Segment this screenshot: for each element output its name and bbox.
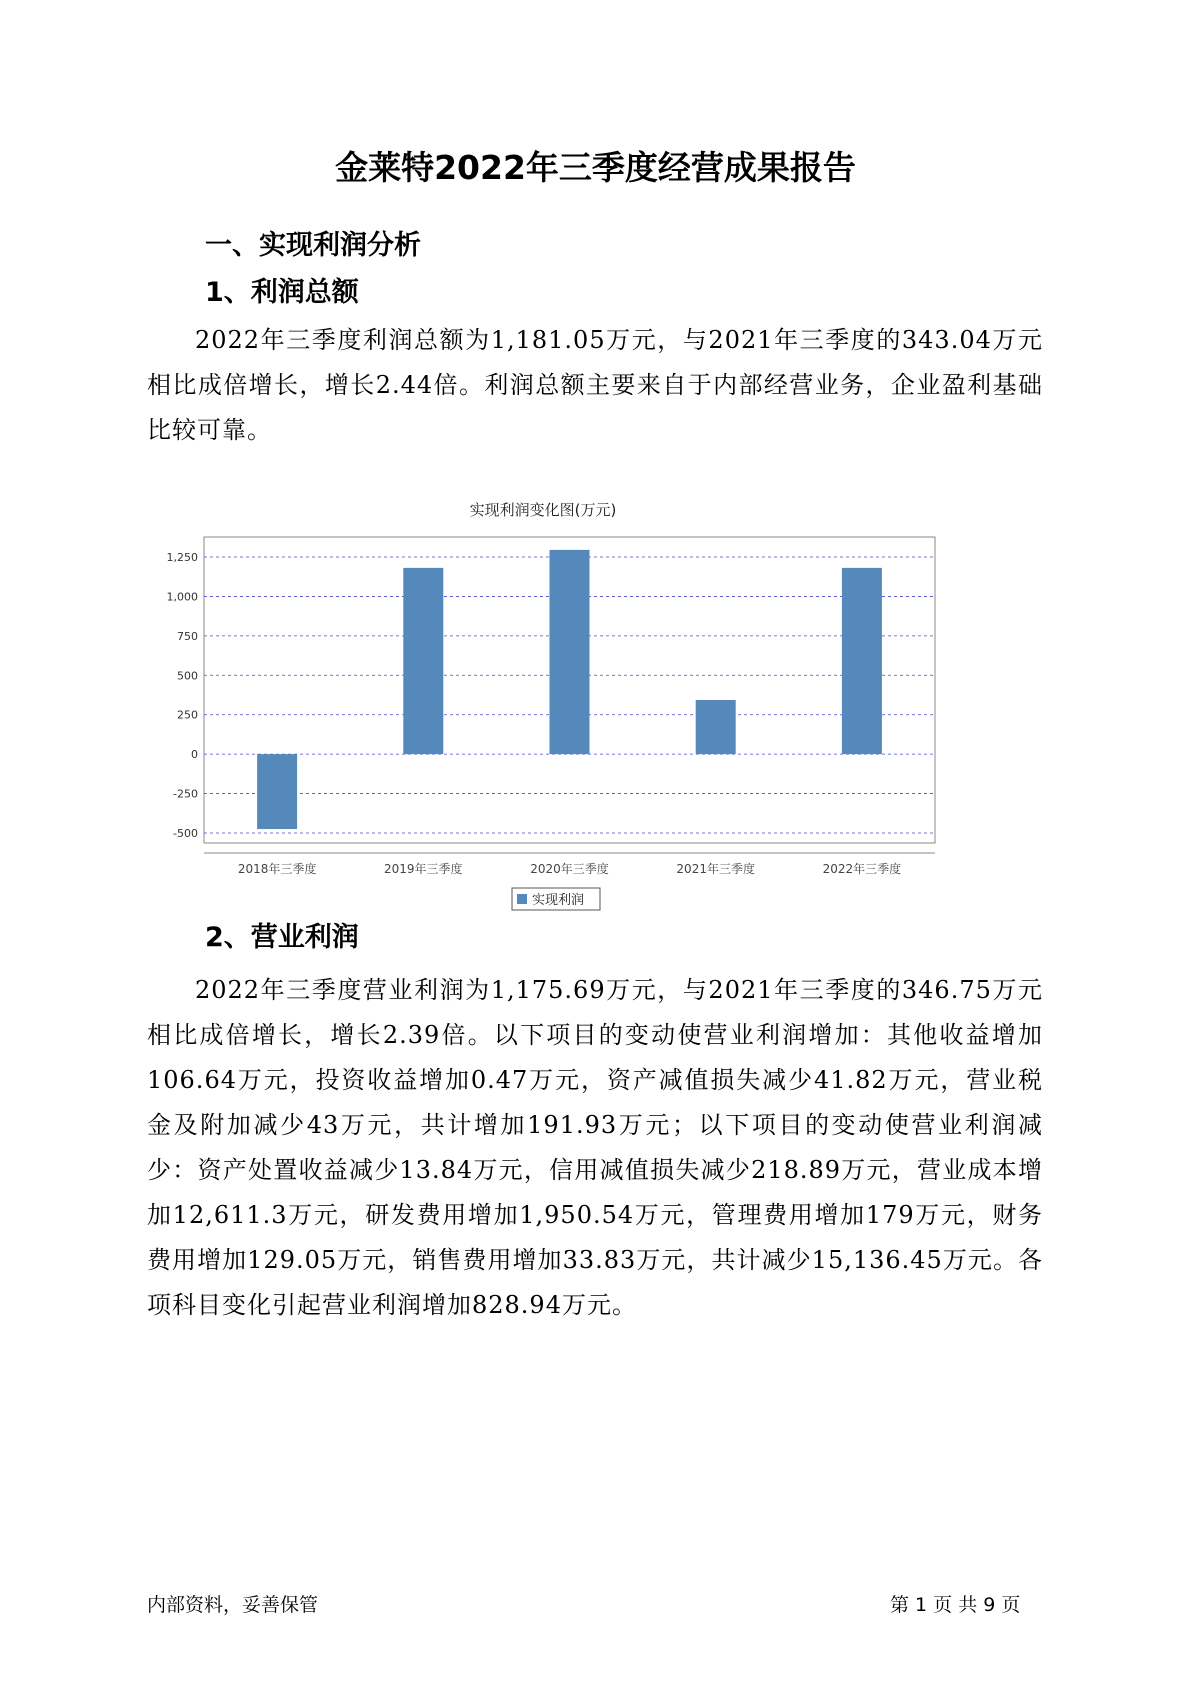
y-tick-label: 0 — [191, 748, 198, 762]
chart-title: 实现利润变化图(万元) — [469, 501, 617, 519]
paragraph-operating-profit: 2022年三季度营业利润为1,175.69万元，与2021年三季度的346.75万元相比成倍增长，增长2.39倍。以下项目的变动使营业利润增加：其他收益增加106.64万元，投资收益增加0.47万元，资产减值损失减少41.82万元，营业税金及附加减少43万元，共计增加191.93万元；以下项目的变动使营业利润减少：资产处置收益减少13.84万元，信用减值损失减少218.89万元，营业成本增加12,611.3万元，研发费用增加1,950.54万元，管理费用增加179万元，财务费用增加129.05万元，销售费用增加33.83万元，共计减少15,136.45万元。各项科目变化引起营业利润增加828.94万元。 — [147, 976, 1043, 1319]
bar — [550, 550, 590, 754]
bar — [842, 568, 882, 754]
paragraph-profit-total: 2022年三季度利润总额为1,181.05万元，与2021年三季度的343.04万元相比成倍增长，增长2.44倍。利润总额主要来自于内部经营业务，企业盈利基础比较可靠。 — [147, 326, 1043, 444]
y-tick-label: 750 — [177, 629, 198, 643]
y-tick-label: 1,000 — [166, 590, 198, 604]
y-tick-label: 500 — [177, 669, 198, 683]
x-tick-label: 2020年三季度 — [530, 862, 609, 876]
y-tick-label: 1,250 — [166, 551, 198, 564]
x-tick-label: 2018年三季度 — [237, 862, 317, 876]
legend-label: 实现利润 — [532, 893, 585, 908]
footer-confidential-note: 内部资料，妥善保管 — [147, 1594, 319, 1616]
footer-page-number: 第 1 页 共 9 页 — [890, 1594, 1021, 1616]
subsection-heading-profit-total: 1、利润总额 — [205, 277, 359, 308]
x-tick-label: 2019年三季度 — [384, 862, 463, 876]
profit-bar-chart — [147, 495, 1043, 955]
subsection-heading-operating-profit: 2、营业利润 — [205, 922, 359, 953]
legend-swatch — [517, 894, 527, 904]
y-tick-label: 250 — [177, 708, 198, 722]
bar — [403, 568, 443, 754]
x-tick-label: 2022年三季度 — [822, 862, 902, 876]
y-tick-label: -500 — [173, 827, 198, 840]
x-tick-label: 2021年三季度 — [676, 862, 755, 876]
document-title: 金莱特2022年三季度经营成果报告 — [335, 148, 856, 187]
section-heading: 一、实现利润分析 — [205, 230, 421, 261]
bar — [696, 700, 736, 754]
y-tick-label: -250 — [173, 787, 198, 801]
bar — [257, 754, 297, 829]
